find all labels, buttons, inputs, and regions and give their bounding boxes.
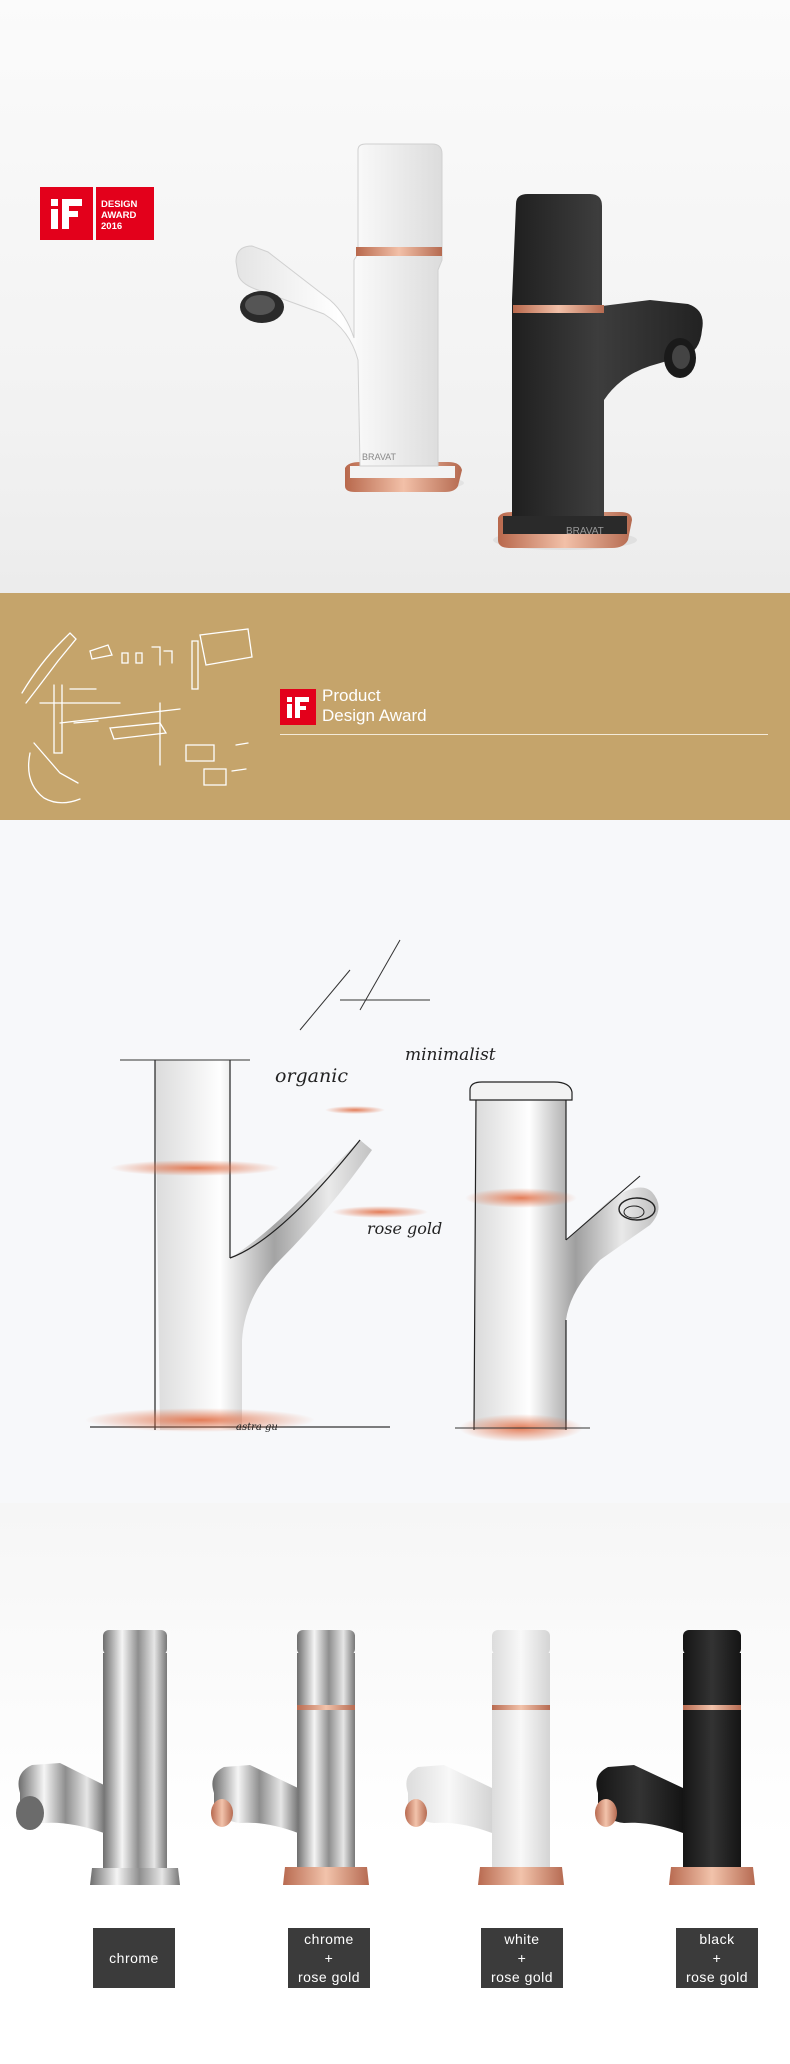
variant-label-line: + [712,1949,722,1966]
variant-chrome-faucet [16,1630,180,1885]
if-design-award-2016-badge [40,187,154,240]
hero-faucets-illustration [0,0,790,593]
variant-white-rose-gold-faucet [405,1630,564,1885]
variant-label-line: rose gold [685,1968,749,1985]
design-sketch-section [0,820,790,1503]
left-sketch-faucet [85,940,430,1432]
black-faucet [493,194,703,550]
variant-label-line: rose gold [490,1968,554,1985]
variant-black-rose-gold-faucet [595,1630,755,1885]
if-logo-icon [280,689,316,725]
award-band-section [0,593,790,820]
variant-chrome-rose-gold-faucet [211,1630,369,1885]
variant-label-white-rose-gold [481,1928,563,1988]
sketch-word-organic: organic [275,1065,348,1087]
variant-label-chrome-rose-gold [288,1928,370,1988]
variant-label-line: rose gold [297,1968,361,1985]
right-sketch-faucet [455,1082,659,1442]
finish-variants-illustration [0,1503,790,1933]
sketch-word-rose-gold: rose gold [367,1219,443,1238]
variant-label-line: + [517,1949,527,1966]
if-logo-icon [40,187,93,240]
award-badge-line2: AWARD [101,210,137,221]
award-badge-text [96,187,154,240]
sketch-word-minimalist: minimalist [405,1045,496,1065]
variant-label-line: chrome [304,1930,354,1947]
variant-label-black-rose-gold [676,1928,758,1988]
product-design-award-title [322,686,427,726]
white-faucet [236,144,464,492]
award-badge-line1: DESIGN [101,199,138,210]
brand-mark-black: BRAVAT [566,526,604,537]
variant-label-chrome [93,1928,175,1988]
concept-sketches-illustration [0,593,260,820]
award-title-line2: Design Award [322,706,427,725]
hero-section [0,0,790,593]
sketch-signature: astra gu [236,1422,278,1433]
variant-label-line: chrome [109,1949,159,1966]
brand-mark-white: BRAVAT [362,452,397,462]
faucet-design-sketch [0,820,790,1503]
variant-label-line: + [324,1949,334,1966]
award-divider-line [280,734,768,735]
award-badge-line3: 2016 [101,221,123,232]
variant-label-line: white [504,1930,540,1947]
variant-label-line: black [699,1930,735,1947]
award-title-line1: Product [322,686,381,705]
finish-variants-section [0,1503,790,2064]
